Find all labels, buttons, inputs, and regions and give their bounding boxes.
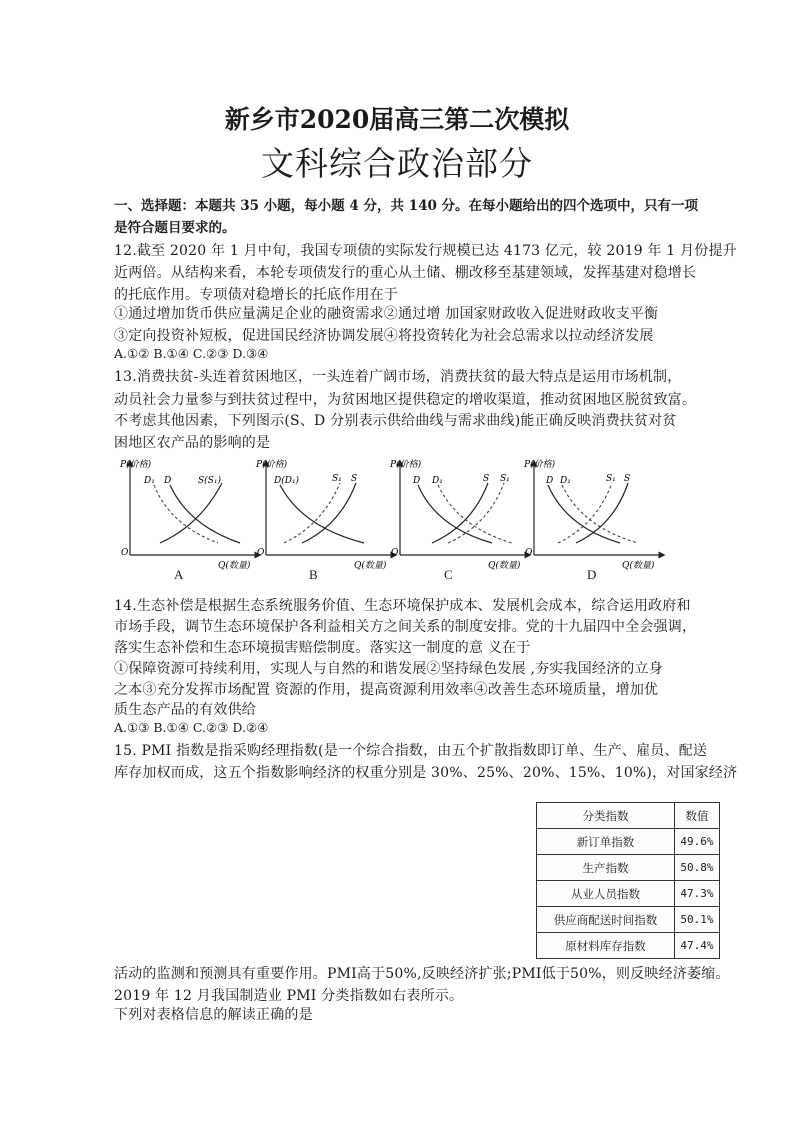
q13-line-3: 不考虑其他因素，下列图示(S、D 分别表示供给曲线与需求曲线)能正确反映消费扶贫对贫 bbox=[114, 413, 677, 429]
q13-line-4: 困地区农产品的影响的是 bbox=[114, 435, 271, 451]
graph-b bbox=[254, 455, 399, 575]
origin-label: O bbox=[257, 548, 265, 558]
table-row bbox=[537, 933, 720, 959]
q15-line-3: 活动的监测和预测具有重要作用。PMI高于50%,反映经济扩张;PMI低于50%，则反映经济萎缩。 bbox=[114, 966, 730, 982]
curve-s bbox=[432, 483, 488, 543]
x-axis-label: Q(数量) bbox=[354, 561, 387, 571]
table-header-row bbox=[537, 803, 720, 829]
origin-label: O bbox=[525, 548, 533, 558]
section-header-line-1: 一、选择题：本题共 35 小题，每小题 4 分，共 140 分。在每小题给出的四个选项中，只有一项 bbox=[114, 198, 699, 214]
y-axis-label: P(价格) bbox=[256, 460, 288, 470]
graph-a-letter: A bbox=[174, 567, 184, 582]
table-header: 分类指数 bbox=[537, 803, 675, 829]
curve-label: D bbox=[546, 476, 554, 486]
table-cell: 供应商配送时间指数 bbox=[537, 907, 675, 933]
curve-label: S₁ bbox=[500, 474, 510, 484]
curve-s bbox=[160, 483, 222, 543]
q12-options: A.①② B.①④ C.②③ D.③④ bbox=[114, 346, 269, 361]
table-row bbox=[537, 881, 720, 907]
table-row bbox=[537, 855, 720, 881]
origin-label: O bbox=[121, 548, 129, 558]
q14-line-2: 市场手段，调节生态环境保护各利益相关方之间关系的制度安排。党的十九届四中全会强调， bbox=[114, 619, 697, 635]
q14-line-1: 14.生态补偿是根据生态系统服务价值、生态环境保护成本、发展机会成本，综合运用政府和 bbox=[114, 598, 691, 614]
q15-line-2: 库存加权而成，这五个指数影响经济的权重分别是 30%、25%、20%、15%、10%)，对国家经济 bbox=[114, 765, 738, 781]
origin-label: O bbox=[391, 548, 399, 558]
y-axis-label: P(价格) bbox=[120, 460, 152, 470]
table-row bbox=[537, 907, 720, 933]
y-axis-label: P(价格) bbox=[390, 460, 422, 470]
q15-line-4: 2019 年 12 月我国制造业 PMI 分类指数如右表所示。 bbox=[114, 988, 464, 1004]
pmi-table bbox=[536, 802, 720, 959]
curve-label: D₁ bbox=[144, 476, 155, 486]
table-cell: 49.6% bbox=[674, 829, 719, 855]
graph-d bbox=[522, 455, 667, 575]
curve-s bbox=[302, 483, 356, 543]
table-header: 数值 bbox=[674, 803, 719, 829]
q14-line-3: 落实生态补偿和生态环境损害赔偿制度。落实这一制度的意 义在于 bbox=[114, 640, 531, 656]
q14-line-4: ①保障资源可持续利用，实现人与自然的和谐发展②坚持绿色发展 ,夯实我国经济的立身 bbox=[114, 661, 663, 677]
y-axis-label: P(价格) bbox=[524, 460, 556, 470]
table-cell: 50.8% bbox=[674, 855, 719, 881]
table-cell: 生产指数 bbox=[537, 855, 675, 881]
q12-line-2: 近两倍。从结构来看，本轮专项债发行的重心从土储、棚改移至基建领域，发挥基建对稳增长 bbox=[114, 265, 697, 281]
table-cell: 50.1% bbox=[674, 907, 719, 933]
q13-line-2: 动员社会力量参与到扶贫过程中，为贫困地区提供稳定的增收渠道，推动贫困地区脱贫致富。 bbox=[114, 392, 697, 408]
curve-d bbox=[418, 485, 492, 543]
graph-d-letter: D bbox=[587, 567, 597, 582]
exam-subtitle: 文科综合政治部分 bbox=[261, 144, 533, 183]
q14-line-6: 质生态产品的有效供给 bbox=[114, 702, 256, 718]
table-cell: 新订单指数 bbox=[537, 829, 675, 855]
x-axis-label: Q(数量) bbox=[622, 561, 655, 571]
curve-label: D(D₁) bbox=[274, 476, 300, 486]
curve-label: S(S₁) bbox=[198, 476, 221, 486]
table-cell: 从业人员指数 bbox=[537, 881, 675, 907]
curve-d bbox=[548, 485, 620, 543]
section-header-line-2: 是符合题目要求的。 bbox=[114, 220, 236, 236]
curve-s1 bbox=[448, 483, 504, 543]
table-cell: 47.4% bbox=[674, 933, 719, 959]
q14-options: A.①③ B.①④ C.②③ D.②④ bbox=[114, 720, 269, 735]
q15-line-5: 下列对表格信息的解读正确的是 bbox=[114, 1007, 313, 1023]
curve-label: S bbox=[624, 474, 631, 484]
exam-title: 新乡市2020届高三第二次模拟 bbox=[224, 105, 570, 134]
curve-label: D bbox=[164, 476, 172, 486]
curve-label: S bbox=[351, 474, 358, 484]
curve-label: D bbox=[413, 476, 421, 486]
q13-line-1: 13.消费扶贫-头连着贫困地区，一头连着广阔市场，消费扶贫的最大特点是运用市场机制， bbox=[114, 369, 682, 385]
curve-label: S bbox=[483, 474, 490, 484]
curve-label: S₁ bbox=[332, 474, 342, 484]
graph-c-letter: C bbox=[444, 567, 453, 582]
table-cell: 47.3% bbox=[674, 881, 719, 907]
graph-b-letter: B bbox=[309, 567, 318, 582]
q12-line-3: 的托底作用。专项债对稳增长的托底作用在于 bbox=[114, 287, 398, 303]
curve-label: D₁ bbox=[432, 476, 443, 486]
q12-line-1: 12.截至 2020 年 1 月中旬，我国专项债的实际发行规模已达 4173 亿元，较 2019 年 1 月份提升 bbox=[114, 243, 737, 259]
q15-line-1: 15. PMI 指数是指采购经理指数(是一个综合指数，由五个扩散指数即订单、生产、雇员、配送 bbox=[114, 743, 708, 759]
curve-label: S₁ bbox=[606, 474, 616, 484]
q12-line-4: ①通过增加货币供应量满足企业的融资需求②通过增 加国家财政收入促进财政收支平衡 bbox=[114, 306, 659, 322]
q14-line-5: 之本③充分发挥市场配置 资源的作用，提高资源利用效率④改善生态环境质量，增加优 bbox=[114, 682, 659, 698]
curve-d1 bbox=[438, 485, 512, 543]
table-row bbox=[537, 829, 720, 855]
q12-line-5: ③定向投资补短板，促进国民经济协调发展④将投资转化为社会总需求以拉动经济发展 bbox=[114, 328, 654, 344]
curve-d bbox=[170, 485, 240, 543]
curve-label: D₁ bbox=[560, 476, 571, 486]
table-cell: 原材料库存指数 bbox=[537, 933, 675, 959]
curve-d1 bbox=[154, 485, 218, 543]
x-axis-label: Q(数量) bbox=[488, 561, 521, 571]
graph-a bbox=[118, 455, 263, 575]
curve-s1 bbox=[284, 483, 340, 543]
curve-s bbox=[576, 483, 628, 543]
graph-c bbox=[388, 455, 533, 575]
x-axis-label: Q(数量) bbox=[218, 561, 251, 571]
